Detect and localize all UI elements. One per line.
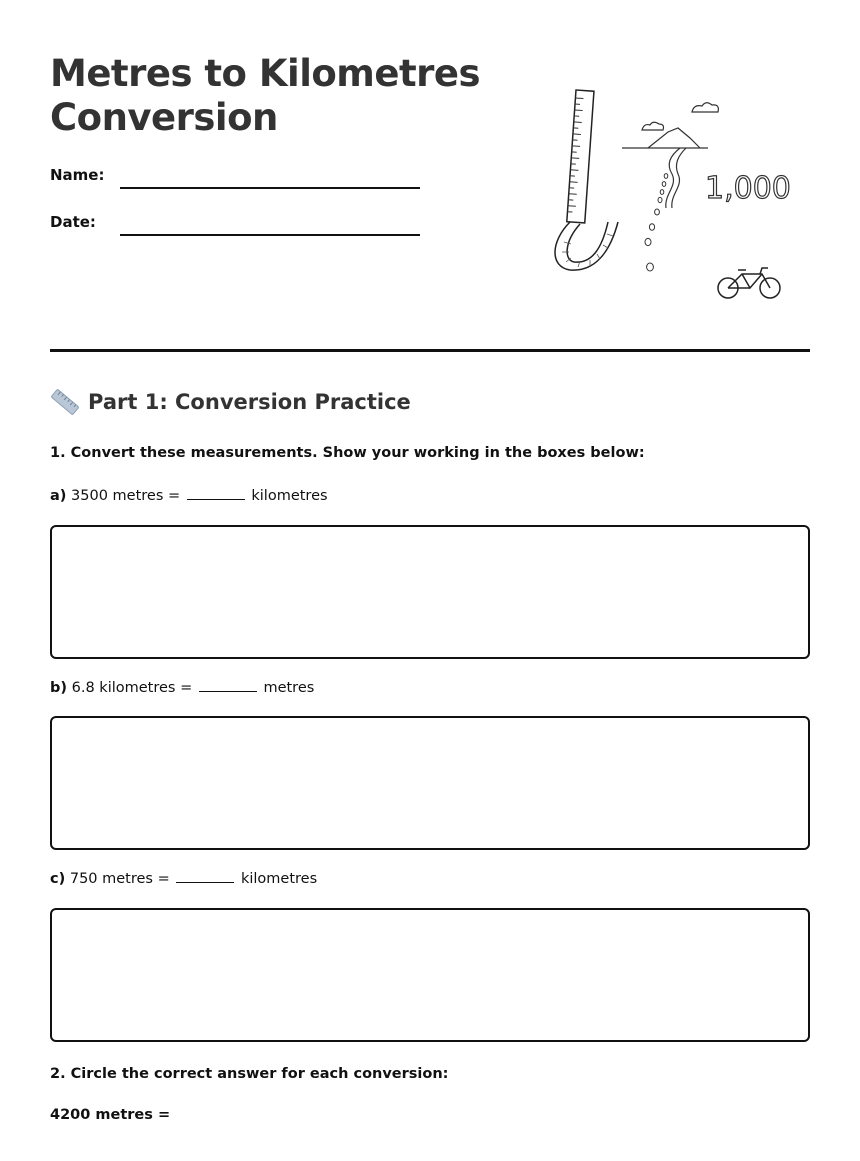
date-label: Date:: [50, 213, 96, 231]
question-letter: c): [50, 871, 66, 887]
working-box-a[interactable]: [50, 525, 810, 659]
name-field[interactable]: [120, 187, 420, 189]
question-unit: kilometres: [240, 871, 318, 887]
title-line-2: Conversion: [50, 96, 278, 139]
question-item-b: [50, 679, 314, 696]
section-heading-text: Part 1: Conversion Practice: [88, 390, 411, 414]
header-divider: [50, 349, 810, 352]
question-letter: b): [50, 680, 68, 696]
question-2-prompt: 4200 metres =: [50, 1107, 171, 1123]
working-box-b[interactable]: [50, 716, 810, 850]
date-field[interactable]: [120, 234, 420, 236]
tape-measure-icon: [555, 222, 618, 270]
working-box-c[interactable]: [50, 908, 810, 1042]
mountain-road-icon: [622, 128, 708, 208]
bicycle-icon: [718, 268, 780, 298]
question-item-a: [50, 487, 328, 504]
answer-blank[interactable]: [176, 870, 234, 883]
question-1-instruction: 1. Convert these measurements. Show your working in the boxes below:: [50, 445, 645, 461]
ruler-icon: [50, 388, 80, 416]
footprints-icon: [645, 174, 668, 271]
title-line-1: Metres to Kilometres: [50, 52, 480, 95]
question-unit: metres: [263, 680, 315, 696]
section-heading-part-1: [50, 388, 411, 416]
illustration-number: 1,000: [705, 171, 791, 206]
ruler-icon: [567, 90, 594, 223]
name-label: Name:: [50, 166, 105, 184]
question-letter: a): [50, 488, 67, 504]
question-item-c: [50, 870, 317, 887]
answer-blank[interactable]: [187, 487, 245, 500]
question-text: 3500 metres =: [71, 488, 181, 504]
question-text: 6.8 kilometres =: [71, 680, 193, 696]
cloud-icon: [642, 103, 718, 130]
header-illustration: [540, 82, 800, 312]
question-2-instruction: 2. Circle the correct answer for each conversion:: [50, 1066, 449, 1082]
question-unit: kilometres: [251, 488, 328, 504]
page-title: [50, 52, 510, 140]
question-text: 750 metres =: [69, 871, 170, 887]
answer-blank[interactable]: [199, 679, 257, 692]
